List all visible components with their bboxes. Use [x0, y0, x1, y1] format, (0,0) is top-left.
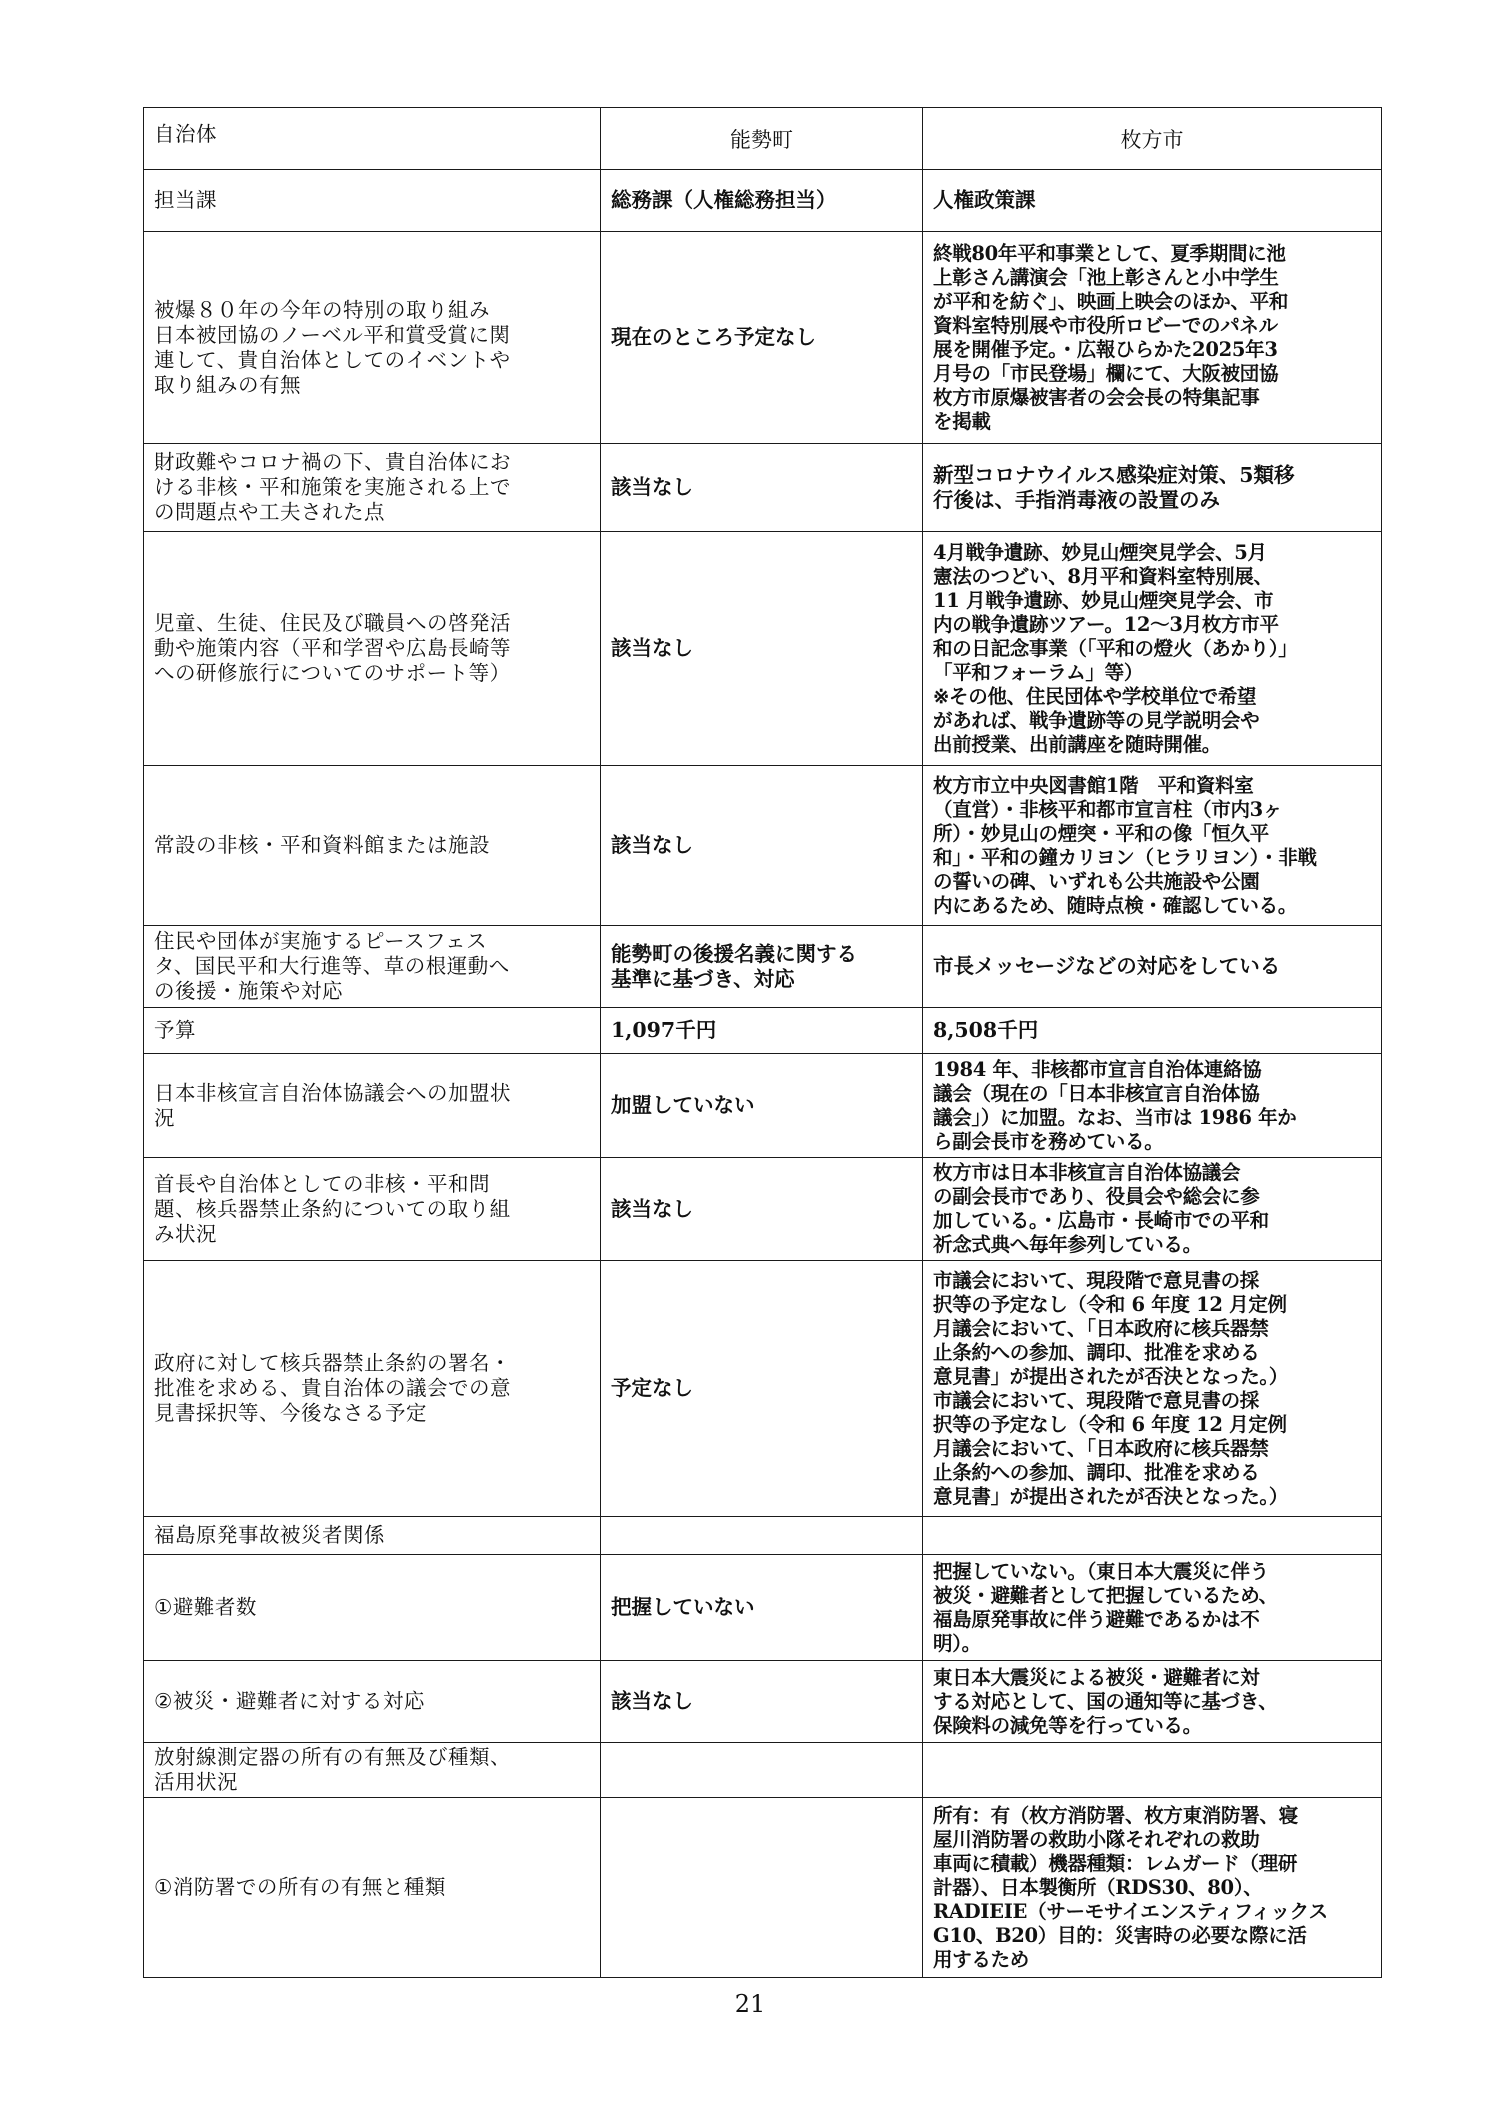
answer-col2-cell: [923, 1517, 1382, 1555]
header-col1-cell: 能勢町: [601, 108, 923, 170]
table-row: [144, 170, 1382, 232]
answer-col1-cell: 現在のところ予定なし: [601, 232, 923, 444]
answer-col1-cell: 総務課（人権総務担当）: [601, 170, 923, 232]
table-row: [144, 1517, 1382, 1555]
table-row: [144, 1008, 1382, 1054]
answer-col1-cell: 該当なし: [601, 1661, 923, 1743]
answer-col2-cell: 把握していない。（東日本大震災に伴う 被災・避難者として把握しているため、 福島原発事故に伴う避難であるかは不 明）。: [923, 1555, 1382, 1661]
answer-col2-cell: 新型コロナウイルス感染症対策、5類移 行後は、手指消毒液の設置のみ: [923, 444, 1382, 532]
header-col2-cell: 枚方市: [923, 108, 1382, 170]
table-row: [144, 1158, 1382, 1261]
answer-col1-cell: 該当なし: [601, 1158, 923, 1261]
answer-col1-cell: 該当なし: [601, 532, 923, 766]
table-row: [144, 1798, 1382, 1978]
question-cell: 担当課: [144, 170, 601, 232]
answer-col2-cell: 所有：有（枚方消防署、枚方東消防署、寝 屋川消防署の救助小隊それぞれの救助 車両に積載）機器種類：レムガード（理研 計器）、日本製衡所（RDS30、80）、 RADIEIE（サーモサイエンスティフィックス G10、B20）目的：災害時の必要な際に活 用するため: [923, 1798, 1382, 1978]
answer-col2-cell: 市長メッセージなどの対応をしている: [923, 926, 1382, 1008]
question-cell: ②被災・避難者に対する対応: [144, 1661, 601, 1743]
answer-col1-cell: 1,097千円: [601, 1008, 923, 1054]
question-cell: 被爆８０年の今年の特別の取り組み 日本被団協のノーベル平和賞受賞に関 連して、貴自治体としてのイベントや 取り組みの有無: [144, 232, 601, 444]
table-row: [144, 232, 1382, 444]
question-cell: ①消防署での所有の有無と種類: [144, 1798, 601, 1978]
question-cell: 住民や団体が実施するピースフェス タ、国民平和大行進等、草の根運動へ の後援・施策や対応: [144, 926, 601, 1008]
answer-col1-cell: 把握していない: [601, 1555, 923, 1661]
answer-col2-cell: 4月戦争遺跡、妙見山煙突見学会、5月 憲法のつどい、8月平和資料室特別展、 11 月戦争遺跡、妙見山煙突見学会、市 内の戦争遺跡ツアー。12～3月枚方市平 和の日記念事業（「平和の燈火（あかり）」 「平和フォーラム」等） ※その他、住民団体や学校単位で希望 があれば、戦争遺跡等の見学説明会や 出前授業、出前講座を随時開催。: [923, 532, 1382, 766]
question-cell: 放射線測定器の所有の有無及び種類、 活用状況: [144, 1743, 601, 1798]
table-row: [144, 1661, 1382, 1743]
table-row: [144, 926, 1382, 1008]
answer-col2-cell: [923, 1743, 1382, 1798]
table-row: [144, 1555, 1382, 1661]
table-row: [144, 444, 1382, 532]
answer-col1-cell: [601, 1517, 923, 1555]
table-row: [144, 766, 1382, 926]
answer-col2-cell: 人権政策課: [923, 170, 1382, 232]
survey-table: [143, 107, 1382, 1978]
table-row: [144, 1743, 1382, 1798]
answer-col1-cell: 加盟していない: [601, 1054, 923, 1158]
answer-col1-cell: 該当なし: [601, 444, 923, 532]
answer-col2-cell: 東日本大震災による被災・避難者に対 する対応として、国の通知等に基づき、 保険料の減免等を行っている。: [923, 1661, 1382, 1743]
answer-col2-cell: 枚方市立中央図書館1階 平和資料室 （直営）・非核平和都市宣言柱（市内3ヶ 所）・妙見山の煙突・平和の像「恒久平 和」・平和の鐘カリヨン（ヒラリヨン）・非戦 の誓いの碑、いずれも公共施設や公園 内にあるため、随時点検・確認している。: [923, 766, 1382, 926]
question-cell: 首長や自治体としての非核・平和問 題、核兵器禁止条約についての取り組 み状況: [144, 1158, 601, 1261]
question-cell: 政府に対して核兵器禁止条約の署名・ 批准を求める、貴自治体の議会での意 見書採択等、今後なさる予定: [144, 1261, 601, 1517]
question-cell: 日本非核宣言自治体協議会への加盟状 況: [144, 1054, 601, 1158]
answer-col2-cell: 市議会において、現段階で意見書の採 択等の予定なし（令和 6 年度 12 月定例 月議会において、「日本政府に核兵器禁 止条約への参加、調印、批准を求める 意見書」が提出されたが否決となった。） 市議会において、現段階で意見書の採 択等の予定なし（令和 6 年度 12 月定例 月議会において、「日本政府に核兵器禁 止条約への参加、調印、批准を求める 意見書」が提出されたが否決となった。）: [923, 1261, 1382, 1517]
answer-col2-cell: 8,508千円: [923, 1008, 1382, 1054]
table-header-row: [144, 108, 1382, 170]
table-row: [144, 1054, 1382, 1158]
question-cell: 財政難やコロナ禍の下、貴自治体にお ける非核・平和施策を実施される上で の問題点や工夫された点: [144, 444, 601, 532]
question-cell: ①避難者数: [144, 1555, 601, 1661]
header-label-cell: 自治体: [144, 108, 601, 170]
question-cell: 予算: [144, 1008, 601, 1054]
answer-col2-cell: 1984 年、非核都市宣言自治体連絡協 議会（現在の「日本非核宣言自治体協 議会」）に加盟。なお、当市は 1986 年か ら副会長市を務めている。: [923, 1054, 1382, 1158]
answer-col2-cell: 終戦80年平和事業として、夏季期間に池 上彰さん講演会「池上彰さんと小中学生 が平和を紡ぐ」、映画上映会のほか、平和 資料室特別展や市役所ロビーでのパネル 展を開催予定。・広報ひらかた2025年3 月号の「市民登場」欄にて、大阪被団協 枚方市原爆被害者の会会長の特集記事 を掲載: [923, 232, 1382, 444]
answer-col2-cell: 枚方市は日本非核宣言自治体協議会 の副会長市であり、役員会や総会に参 加している。・広島市・長崎市での平和 祈念式典へ毎年参列している。: [923, 1158, 1382, 1261]
question-cell: 児童、生徒、住民及び職員への啓発活 動や施策内容（平和学習や広島長崎等 への研修旅行についてのサポート等）: [144, 532, 601, 766]
answer-col1-cell: 予定なし: [601, 1261, 923, 1517]
answer-col1-cell: 該当なし: [601, 766, 923, 926]
answer-col1-cell: 能勢町の後援名義に関する 基準に基づき、対応: [601, 926, 923, 1008]
answer-col1-cell: [601, 1743, 923, 1798]
table-row: [144, 532, 1382, 766]
answer-col1-cell: [601, 1798, 923, 1978]
question-cell: 福島原発事故被災者関係: [144, 1517, 601, 1555]
page-number: 21: [734, 1990, 766, 2018]
table-row: [144, 1261, 1382, 1517]
question-cell: 常設の非核・平和資料館または施設: [144, 766, 601, 926]
